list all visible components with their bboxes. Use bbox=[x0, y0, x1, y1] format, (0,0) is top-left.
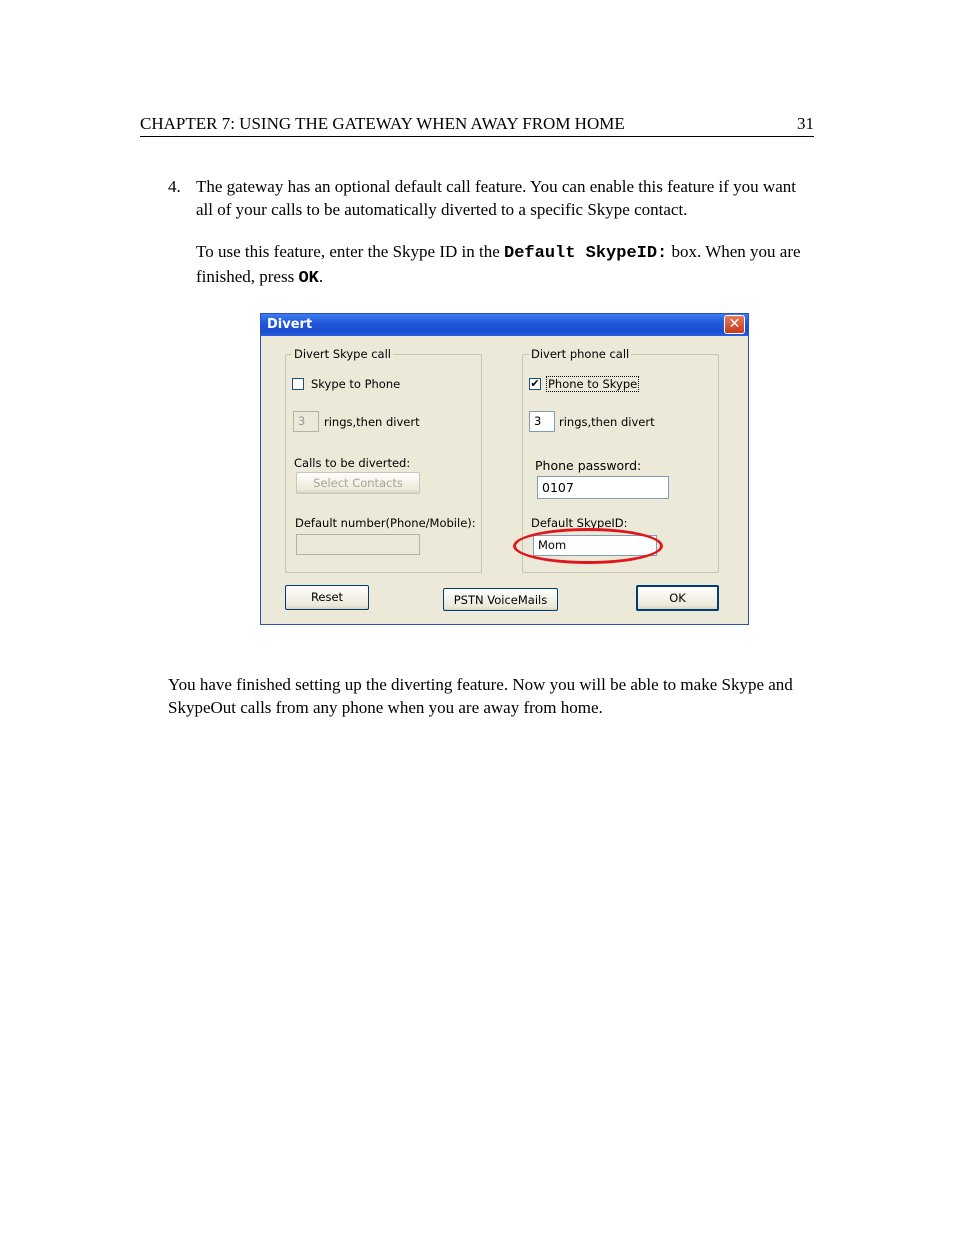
page-number: 31 bbox=[797, 114, 814, 133]
close-icon: ✕ bbox=[728, 316, 741, 332]
skype-rings-input[interactable]: 3 bbox=[293, 411, 319, 432]
divert-skype-call-group bbox=[285, 347, 482, 573]
p2-text-middle: box. When you are finished, press bbox=[196, 242, 801, 286]
dialog-title: Divert bbox=[267, 317, 313, 332]
default-skypeid-code: Default SkypeID: bbox=[504, 244, 668, 263]
chapter-title: CHAPTER 7: USING THE GATEWAY WHEN AWAY FROM HOME bbox=[140, 114, 625, 133]
pstn-voicemails-button[interactable]: PSTN VoiceMails bbox=[443, 588, 558, 611]
default-number-label: Default number(Phone/Mobile): bbox=[295, 516, 476, 530]
step-paragraph-1: The gateway has an optional default call feature. You can enable this feature if you want all of your calls to be automatically diverted to a specific Skype contact. bbox=[196, 177, 796, 219]
page-header bbox=[140, 114, 814, 137]
divert-dialog bbox=[260, 313, 749, 625]
dialog-titlebar[interactable] bbox=[261, 314, 748, 336]
default-skypeid-label: Default SkypeID: bbox=[531, 516, 628, 530]
step-number: 4. bbox=[168, 177, 181, 196]
phone-password-input[interactable]: 0107 bbox=[537, 476, 669, 499]
reset-button[interactable]: Reset bbox=[285, 585, 369, 610]
divert-skype-call-legend: Divert Skype call bbox=[294, 347, 391, 361]
p2-text-end: . bbox=[318, 266, 324, 286]
ok-button[interactable]: OK bbox=[636, 585, 719, 611]
phone-to-skype-checkbox[interactable] bbox=[529, 378, 541, 390]
skype-to-phone-label[interactable]: Skype to Phone bbox=[311, 377, 401, 391]
step-paragraph-2 bbox=[196, 241, 816, 290]
divert-phone-call-legend: Divert phone call bbox=[531, 347, 630, 361]
step-body bbox=[196, 176, 816, 290]
phone-to-skype-label[interactable]: Phone to Skype bbox=[548, 377, 638, 391]
skype-to-phone-checkbox[interactable] bbox=[292, 378, 304, 390]
default-number-input[interactable] bbox=[296, 534, 420, 555]
calls-to-divert-label: Calls to be diverted: bbox=[294, 456, 411, 470]
p2-text-start: To use this feature, enter the Skype ID in the bbox=[196, 242, 505, 261]
phone-rings-input[interactable]: 3 bbox=[529, 411, 555, 432]
check-icon: ✔ bbox=[530, 377, 540, 390]
close-button[interactable] bbox=[724, 315, 745, 334]
phone-rings-label: rings,then divert bbox=[559, 415, 655, 429]
default-skypeid-input[interactable]: Mom bbox=[533, 535, 657, 556]
phone-password-label: Phone password: bbox=[535, 458, 642, 473]
ok-code: OK bbox=[298, 268, 319, 288]
highlight-circle bbox=[513, 528, 663, 564]
select-contacts-button[interactable]: Select Contacts bbox=[296, 472, 420, 494]
closing-paragraph: You have finished setting up the diverting feature. Now you will be able to make Skype and SkypeOut calls from any phone when you are away from home. bbox=[168, 675, 793, 717]
skype-rings-label: rings,then divert bbox=[324, 415, 420, 429]
